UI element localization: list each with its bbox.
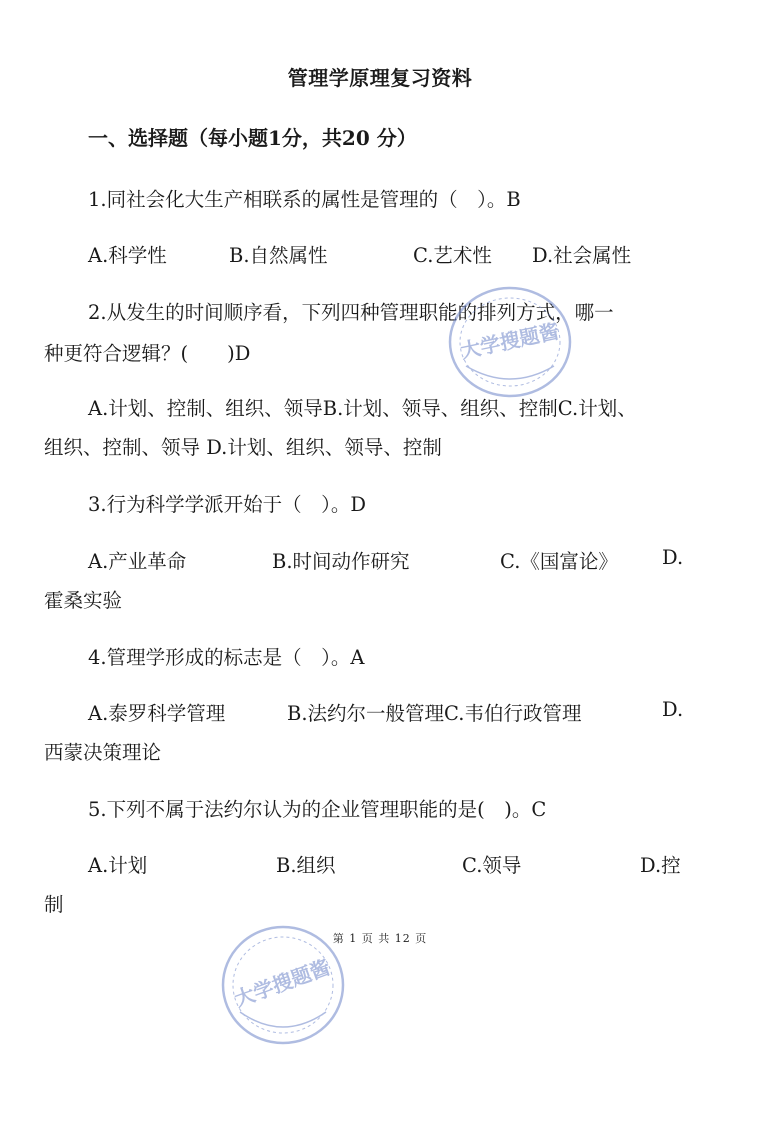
section-heading: 一、选择题（每小题1分，共20 分） <box>88 126 417 150</box>
question-1-option-a: A.科学性 <box>88 244 167 267</box>
question-4-option-d-text: 西蒙决策理论 <box>44 741 162 764</box>
watermark-stamp-2-icon <box>218 920 348 1050</box>
question-1-option-d: D.社会属性 <box>532 244 632 267</box>
question-1-stem: 1.同社会化大生产相联系的属性是管理的（ ）。B <box>88 188 521 211</box>
watermark-stamp-icon <box>444 282 576 402</box>
question-2-options-line-1: A.计划、控制、组织、领导B.计划、领导、组织、控制C.计划、 <box>88 397 637 420</box>
question-4-option-d: D. <box>662 698 684 721</box>
question-2-stem-line-1: 2.从发生的时间顺序看，下列四种管理职能的排列方式，哪一 <box>88 301 614 324</box>
question-3-option-d: D. <box>662 546 684 569</box>
question-3-option-d-text: 霍桑实验 <box>44 589 123 612</box>
question-5-stem: 5.下列不属于法约尔认为的企业管理职能的是( )。C <box>88 798 547 821</box>
watermark-text: 大学搜题酱 <box>458 318 562 364</box>
question-2-stem-line-2: 种更符合逻辑？( )D <box>44 342 251 365</box>
question-3-option-b: B.时间动作研究 <box>272 550 410 573</box>
question-1-option-b: B.自然属性 <box>229 244 328 267</box>
question-5-option-a: A.计划 <box>88 854 148 877</box>
question-5-option-c: C.领导 <box>462 854 522 877</box>
question-5-option-d: D.控 <box>640 854 681 877</box>
question-5-option-b: B.组织 <box>276 854 336 877</box>
watermark-text-2: 大学搜题酱 <box>231 954 334 1012</box>
question-2-options-line-2: 组织、控制、领导 D.计划、组织、领导、控制 <box>44 436 442 459</box>
page-footer: 第 1 页 共 12 页 <box>332 932 428 945</box>
question-4-stem: 4.管理学形成的标志是（ ）。A <box>88 646 365 669</box>
question-1-option-c: C.艺术性 <box>413 244 492 267</box>
page-title: 管理学原理复习资料 <box>287 66 473 90</box>
question-4-option-a: A.泰罗科学管理 <box>88 702 226 725</box>
question-3-option-a: A.产业革命 <box>88 550 187 573</box>
question-3-stem: 3.行为科学学派开始于（ ）。D <box>88 493 366 516</box>
question-5-option-d-text: 制 <box>44 893 64 916</box>
question-4-option-bc: B.法约尔一般管理C.韦伯行政管理 <box>287 702 582 725</box>
question-3-option-c: C.《国富论》 <box>500 550 618 573</box>
